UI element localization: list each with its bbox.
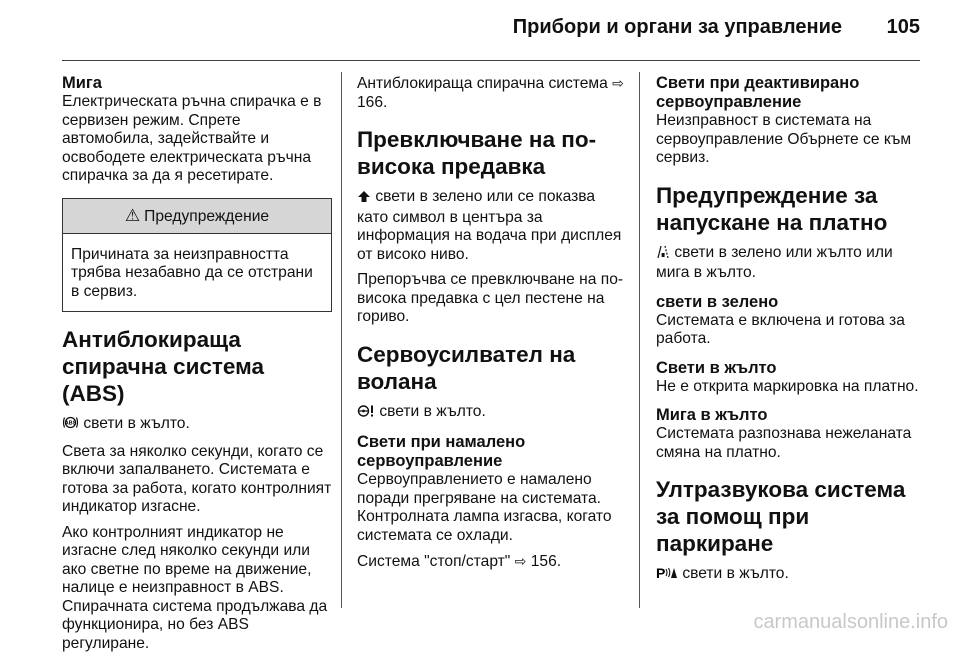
abs-status bbox=[62, 415, 332, 436]
heading-lane-departure: Предупреждение за напускане на платно bbox=[656, 182, 888, 235]
page-header bbox=[0, 0, 960, 62]
stopstart-reference-text: Система "стоп/старт" bbox=[357, 553, 511, 570]
stopstart-reference-page[interactable]: 156. bbox=[530, 553, 562, 570]
heading-parking-assist: Ултразвукова система за помощ при паркиране bbox=[656, 477, 906, 556]
header-rule bbox=[62, 60, 920, 61]
reference-arrow-icon: ⇨ bbox=[514, 553, 527, 569]
heading-deactivated-steering: Свети при деактивирано сервоуправление bbox=[656, 74, 860, 111]
stopstart-reference bbox=[357, 552, 627, 572]
lane-departure-icon bbox=[656, 245, 670, 265]
reduced-steering-text: Сервоуправлението е намалено поради прегряване на системата. Контролната лампа изгасва, когато системата се охлади. bbox=[357, 471, 612, 544]
lane-departure-status bbox=[656, 244, 926, 283]
warning-triangle-icon: ⚠ bbox=[124, 205, 141, 225]
abs-paragraph-1: Света за няколко секунди, когато се включи запалването. Системата е готова за работа, когато контролният индикатор изгасне. bbox=[62, 442, 332, 515]
svg-text:ABS: ABS bbox=[64, 420, 77, 427]
watermark: carmanualsonline.info bbox=[753, 611, 948, 633]
svg-text:P: P bbox=[656, 565, 666, 580]
warning-text: Причината за неизправността трябва незабавно да се отстрани в сервиз. bbox=[71, 245, 313, 300]
abs-paragraph-2: Ако контролният индикатор не изгасне след няколко секунди или ако светне по време на движение, налице е неизправност в ABS. Спирачната система продължава да функционира, но без ABS регулиране. bbox=[62, 523, 328, 652]
column-3 bbox=[656, 74, 926, 593]
page-number: 105 bbox=[886, 16, 920, 38]
column-2 bbox=[357, 74, 627, 579]
parking-assist-icon bbox=[656, 565, 678, 586]
green-text: Системата е включена и готова за работа. bbox=[656, 311, 905, 347]
heading-blink-yellow: Мига в жълто bbox=[656, 406, 768, 424]
lane-departure-status-text: свети в зелено или жълто или мига в жълто. bbox=[656, 243, 893, 281]
upshift-paragraph-2: Препоръчва се превключване на по-висока предавка с цел пестене на гориво. bbox=[357, 271, 624, 325]
heading-yellow: Свети в жълто bbox=[656, 358, 777, 377]
heading-green: свети в зелено bbox=[656, 292, 779, 311]
abs-reference-page[interactable]: 166. bbox=[357, 93, 388, 111]
column-divider-2 bbox=[639, 72, 640, 608]
abs-status-text: свети в жълто. bbox=[83, 415, 190, 432]
parking-assist-status bbox=[656, 565, 926, 586]
heading-blink: Мига bbox=[62, 74, 102, 92]
parking-assist-status-text: свети в жълто. bbox=[682, 565, 789, 582]
column-divider-1 bbox=[341, 72, 342, 608]
upshift-icon bbox=[357, 190, 371, 209]
steering-status-text: свети в жълто. bbox=[379, 402, 486, 420]
yellow-text: Не е открита маркировка на платно. bbox=[656, 377, 919, 395]
blink-text: Електрическата ръчна спирачка е в сервизен режим. Спрете автомобила, задействайте и освободете електрическата ръчна спирачка за да я ресетирате. bbox=[62, 93, 322, 184]
upshift-text bbox=[357, 188, 627, 264]
deactivated-steering-text: Неизправност в системата на сервоуправление Обърнете се към сервиз. bbox=[656, 112, 912, 166]
heading-abs: Антиблокираща спирачна система (ABS) bbox=[62, 327, 265, 406]
heading-reduced-steering: Свети при намалено сервоуправление bbox=[357, 433, 526, 470]
warning-box bbox=[62, 198, 332, 313]
upshift-text-body: свети в зелено или се показва като символ в центъра за информация на водача при дисплея от високо ниво. bbox=[357, 188, 622, 263]
header-title: Прибори и органи за управление bbox=[512, 16, 842, 38]
blink-yellow-text: Системата разпознава нежеланата смяна на платно. bbox=[656, 425, 912, 461]
warning-title: Предупреждение bbox=[144, 207, 270, 225]
abs-reference bbox=[357, 74, 627, 112]
warning-header bbox=[63, 199, 331, 234]
abs-reference-text: Антиблокираща спирачна система bbox=[357, 75, 608, 92]
heading-steering: Сервоусилвател на волана bbox=[357, 341, 576, 394]
abs-icon bbox=[62, 415, 79, 436]
column-1 bbox=[62, 74, 332, 660]
heading-upshift: Превключване на по-висока предавка bbox=[357, 127, 597, 179]
reference-arrow-icon: ⇨ bbox=[612, 75, 624, 91]
steering-status bbox=[357, 403, 627, 424]
steering-warning-icon bbox=[357, 404, 375, 424]
